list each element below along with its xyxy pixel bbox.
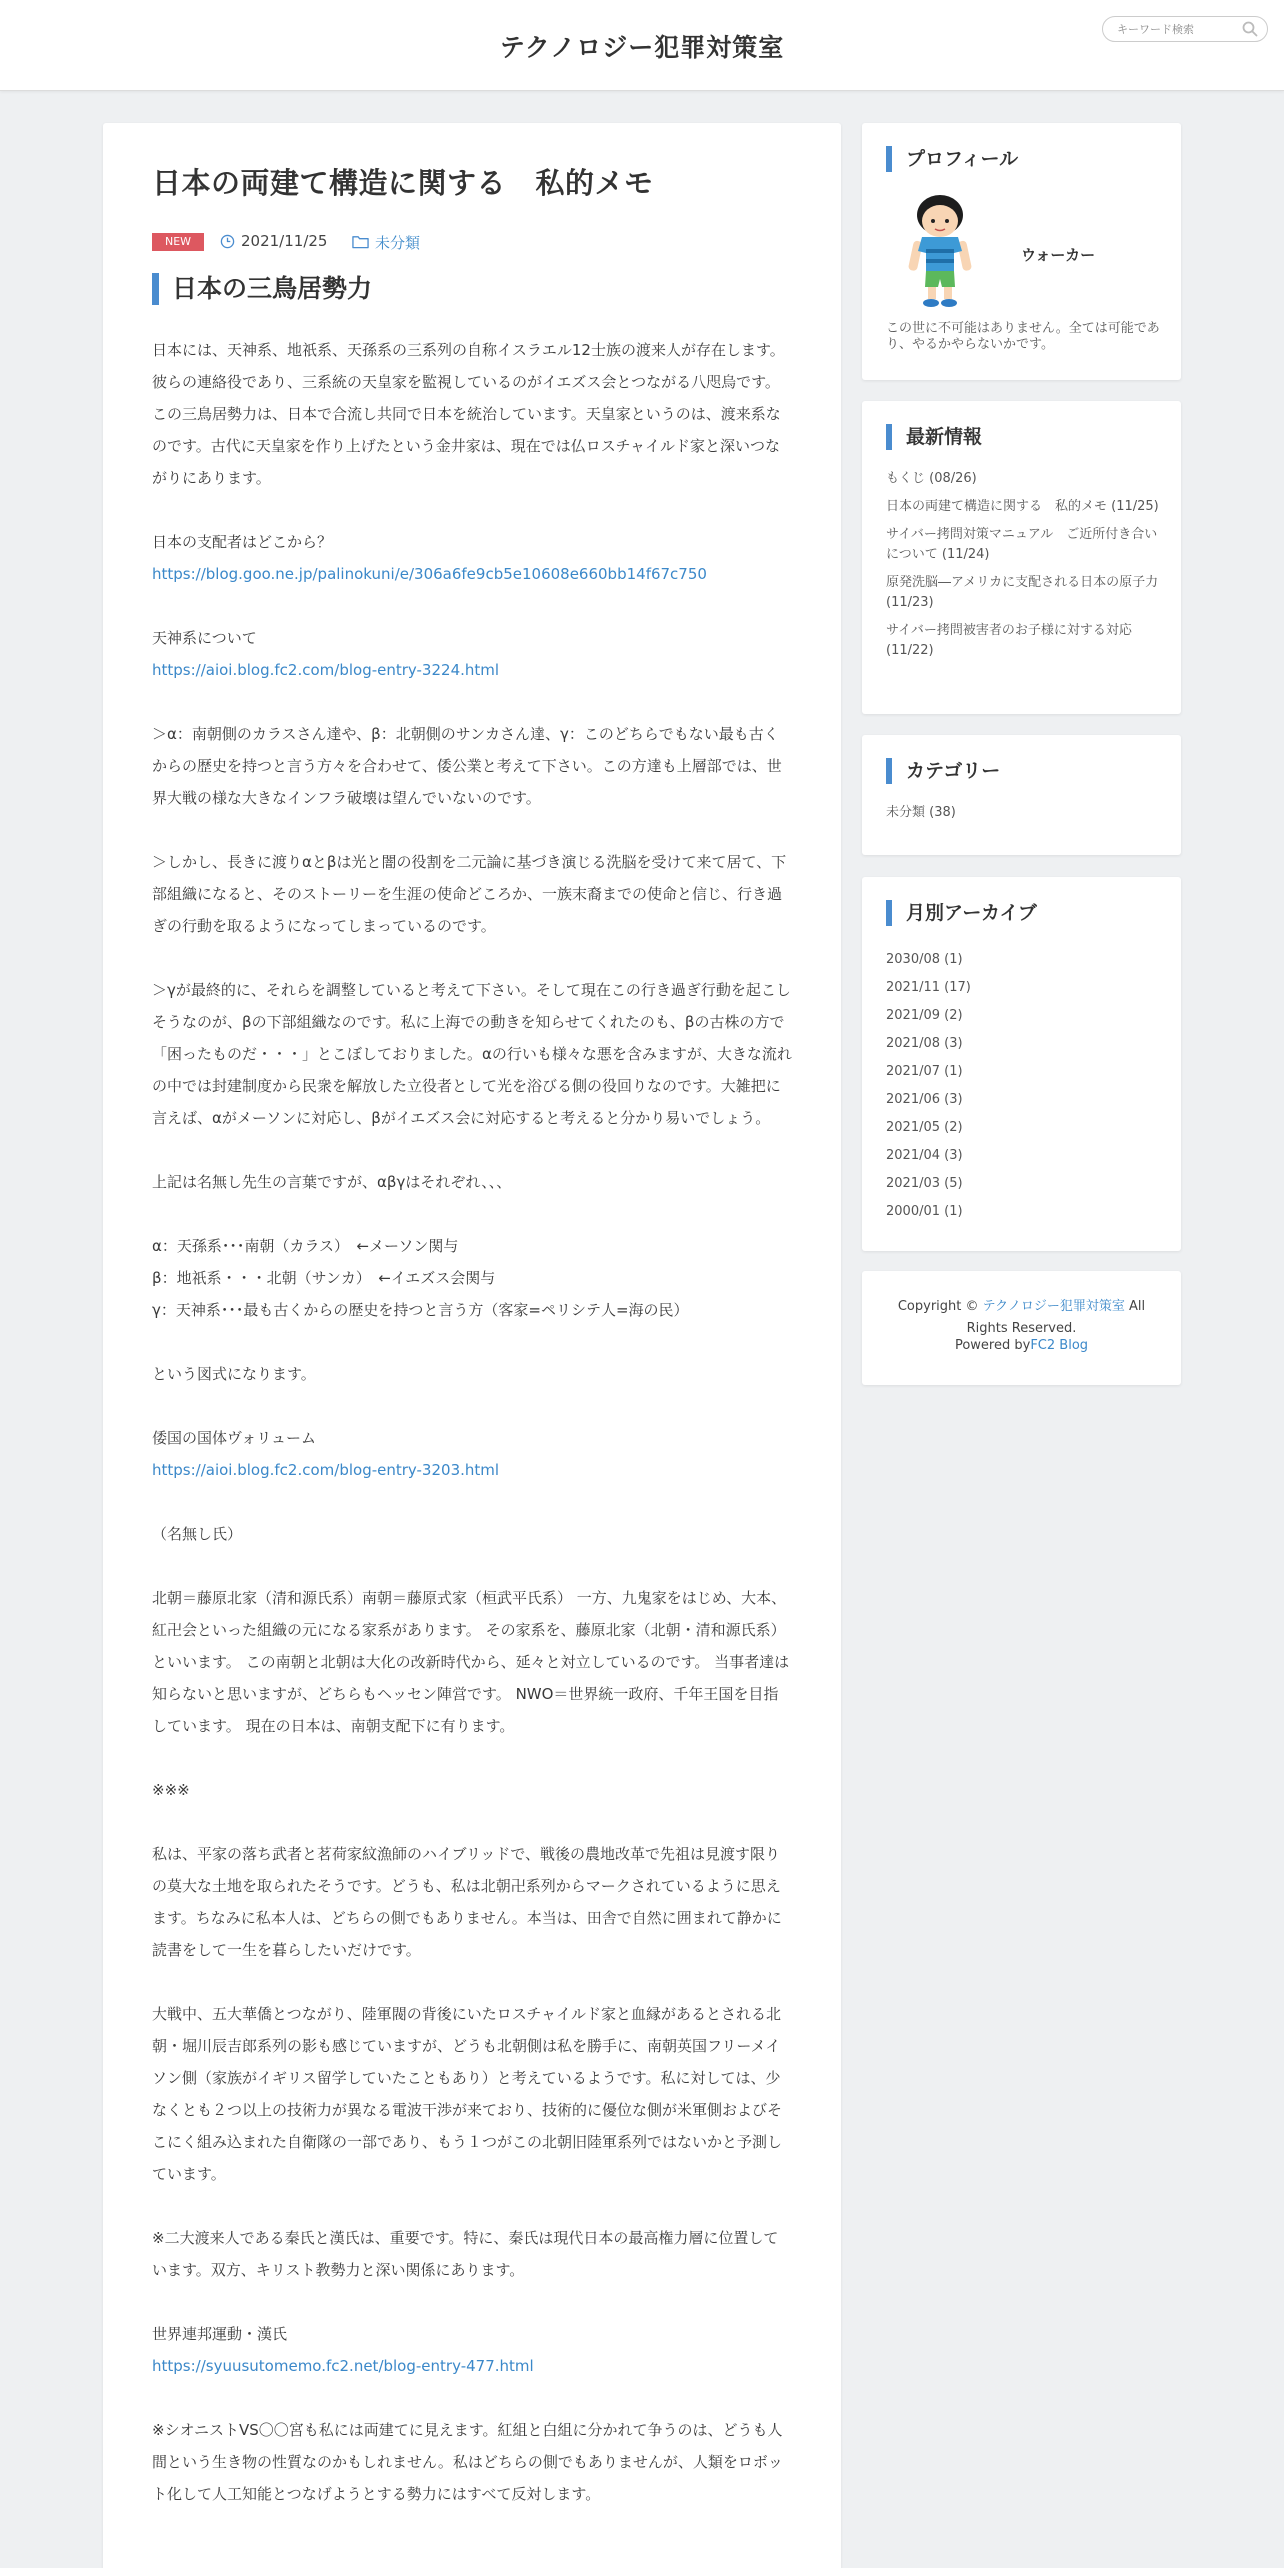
archive-widget xyxy=(862,877,1181,1251)
archive-item[interactable] xyxy=(886,1198,1166,1226)
reference-link[interactable]: https://blog.goo.ne.jp/palinokuni/e/306a6fe9cb5e10608e660bb14f67c750 xyxy=(152,565,707,583)
post-paragraph xyxy=(152,334,792,494)
paragraph-text: 大戦中、五大華僑とつながり、陸軍閥の背後にいたロスチャイルド家と血縁があるとされる北朝・堀川辰吉郎系列の影も感じていますが、どうも北朝側は私を勝手に、南朝英国フリーメイソン側（家族がイギリス留学していたこともあり）と考えているようです。私に対しては、少なくとも２つ以上の技術力が異なる電波干渉が来ており、技術的に優位な側が米軍側およびそこにく組み込まれた自衛隊の一部であり、もう１つがこの北朝旧陸軍系列ではないかと予測しています。 xyxy=(152,2005,783,2183)
profile-widget xyxy=(862,123,1181,380)
archive-item-link[interactable]: 2021/04 (3) xyxy=(886,1148,963,1163)
reference-link[interactable]: https://syuusutomemo.fc2.net/blog-entry-477.html xyxy=(152,2357,534,2375)
post-paragraph xyxy=(152,2318,792,2382)
latest-post-item[interactable] xyxy=(886,469,1166,489)
copyright-site-link[interactable]: テクノロジー犯罪対策室 xyxy=(982,1299,1125,1314)
archive-item[interactable] xyxy=(886,1142,1166,1170)
archive-item-link[interactable]: 2021/07 (1) xyxy=(886,1064,963,1079)
widget-title: 最新情報 xyxy=(886,424,982,450)
avatar xyxy=(892,191,988,309)
paragraph-text: ＞しかし、長きに渡りαとβは光と闇の役割を二元論に基づき演じる洗脳を受けて来て居て、下部組織になると、そのストーリーを生涯の使命どころか、一族末裔までの使命と信じ、行き過ぎの行動を取るようになってしまっているのです。 xyxy=(152,853,787,935)
post-paragraph xyxy=(152,2414,792,2510)
paragraph-text: ※二大渡来人である秦氏と漢氏は、重要です。特に、秦氏は現代日本の最高権力層に位置しています。双方、キリスト教勢力と深い関係にあります。 xyxy=(152,2229,779,2279)
archive-item-link[interactable]: 2021/08 (3) xyxy=(886,1036,963,1051)
post-paragraph xyxy=(152,718,792,814)
post-date: 2021/11/25 xyxy=(241,232,328,250)
post-paragraph xyxy=(152,526,792,590)
archive-item[interactable] xyxy=(886,1170,1166,1198)
copyright-prefix: Copyright © xyxy=(897,1299,979,1314)
post-paragraph xyxy=(152,1998,792,2190)
post-paragraph xyxy=(152,1358,792,1390)
post-paragraph xyxy=(152,1582,792,1742)
paragraph-text: ＞α：南朝側のカラスさん達や、β：北朝側のサンカさん達、γ：このどちらでもない最も古くからの歴史を持つと言う方々を合わせて、倭公業と考えて下さい。この方達も上層部では、世界大戦の様な大きなインフラ破壊は望んでいないのです。 xyxy=(152,725,782,807)
paragraph-text: ※シオニストVS〇〇宮も私には両建てに見えます。紅組と白組に分かれて争うのは、どうも人間という生き物の性質なのかもしれません。私はどちらの側でもありませんが、人類をロボット化して人工知能とつなげようとする勢力にはすべて反対します。 xyxy=(152,2421,783,2503)
latest-post-item-link[interactable]: サイバー拷問対策マニュアル ご近所付き合いについて (11/24) xyxy=(886,527,1158,562)
category-link[interactable]: 未分類 xyxy=(375,234,421,252)
powered-prefix: Powered by xyxy=(954,1338,1031,1353)
paragraph-text: （名無し氏） xyxy=(152,1525,243,1543)
profile-name: ウォーカー xyxy=(1021,246,1096,264)
reference-link[interactable]: https://aioi.blog.fc2.com/blog-entry-3224.html xyxy=(152,661,500,679)
latest-post-item[interactable] xyxy=(886,621,1166,661)
post-paragraph xyxy=(152,1230,792,1326)
category-item[interactable] xyxy=(886,803,1166,823)
post-paragraph xyxy=(152,974,792,1134)
folder-icon xyxy=(352,234,369,249)
archive-item-link[interactable]: 2021/05 (2) xyxy=(886,1120,963,1135)
archive-item[interactable] xyxy=(886,1114,1166,1142)
reference-link[interactable]: https://aioi.blog.fc2.com/blog-entry-3203.html xyxy=(152,1461,500,1479)
section-heading: 日本の三鳥居勢力 xyxy=(152,273,802,305)
post-title: 日本の両建て構造に関する 私的メモ xyxy=(152,166,654,200)
paragraph-text: という図式になります。 xyxy=(152,1365,316,1383)
archive-list xyxy=(886,946,1166,1226)
article-card xyxy=(103,123,841,2568)
latest-post-item-link[interactable]: サイバー拷問被害者のお子様に対する対応 (11/22) xyxy=(886,623,1132,658)
latest-posts-list xyxy=(886,469,1185,669)
search-box[interactable] xyxy=(1102,16,1268,42)
latest-post-item-link[interactable]: もくじ (08/26) xyxy=(886,471,977,486)
new-badge: NEW xyxy=(152,233,204,251)
paragraph-text: 上記は名無し先生の言葉ですが、αβγはそれぞれ、、、 xyxy=(152,1173,512,1191)
post-paragraph xyxy=(152,846,792,942)
archive-item-link[interactable]: 2000/01 (1) xyxy=(886,1204,963,1219)
latest-post-item[interactable] xyxy=(886,525,1166,565)
paragraph-text: ＞γが最終的に、それらを調整していると考えて下さい。そして現在この行き過ぎ行動を起こしそうなのが、βの下部組織なのです。私に上海での動きを知らせてくれたのも、βの古株の方で「困ったものだ・・・」とこぼしておりました。αの行いも様々な悪を含みますが、大きな流れの中では封建制度から民衆を解放した立役者として光を浴びる側の役回りなのです。大雑把に言えば、αがメーソンに対応し、βがイエズス会に対応すると考えると分かり易いでしょう。 xyxy=(152,981,792,1127)
search-icon[interactable] xyxy=(1241,20,1259,38)
post-paragraph xyxy=(152,1774,792,1806)
paragraph-text: 世界連邦運動・漢氏 xyxy=(152,2325,288,2343)
paragraph-text: 日本の支配者はどこから？ xyxy=(152,533,333,551)
paragraph-text: 私は、平家の落ち武者と茗荷家紋漁師のハイブリッドで、戦後の農地改革で先祖は見渡す限りの莫大な土地を取られたそうです。どうも、私は北朝卍系列からマークされているように思えます。ちなみに私本人は、どちらの側でもありません。本当は、田舎で自然に囲まれて静かに読書をして一生を暮らしたいだけです。 xyxy=(152,1845,782,1959)
post-paragraph xyxy=(152,1838,792,1966)
site-title[interactable]: テクノロジー犯罪対策室 xyxy=(499,33,785,62)
latest-post-item[interactable] xyxy=(886,497,1166,517)
archive-item[interactable] xyxy=(886,1058,1166,1086)
archive-item-link[interactable]: 2021/03 (5) xyxy=(886,1176,963,1191)
paragraph-text: 天神系について xyxy=(152,629,257,647)
paragraph-text: 日本には、天神系、地祇系、天孫系の三系列の自称イスラエル12士族の渡来人が存在します。彼らの連絡役であり、三系統の天皇家を監視しているのがイエズス会とつながる八咫烏です。この三鳥居勢力は、日本で合流し共同で日本を統治しています。天皇家というのは、渡来系なのです。古代に天皇家を作り上げたという金井家は、現在では仏ロスチャイルド家と深いつながりにあります。 xyxy=(152,341,785,487)
widget-title: プロフィール xyxy=(886,146,1018,172)
latest-posts-widget xyxy=(862,401,1185,714)
latest-post-item-link[interactable]: 原発洗脳―アメリカに支配される日本の原子力 (11/23) xyxy=(886,575,1185,610)
paragraph-line: β：地祇系・・・北朝（サンカ） ←イエズス会関与 xyxy=(152,1269,496,1287)
clock-icon xyxy=(220,234,235,249)
archive-item[interactable] xyxy=(886,974,1166,1002)
post-paragraph xyxy=(152,1422,792,1486)
widget-title: 月別アーカイブ xyxy=(886,900,1037,926)
paragraph-text: ※※※ xyxy=(152,1781,190,1799)
post-paragraph xyxy=(152,1518,792,1550)
archive-item[interactable] xyxy=(886,946,1166,974)
archive-item[interactable] xyxy=(886,1086,1166,1114)
post-paragraph xyxy=(152,622,792,686)
archive-item-link[interactable]: 2021/09 (2) xyxy=(886,1008,963,1023)
powered-by xyxy=(862,1338,1181,1353)
category-list xyxy=(886,803,1166,823)
latest-post-item-link[interactable]: 日本の両建て構造に関する 私的メモ (11/25) xyxy=(886,499,1159,514)
paragraph-text: 北朝＝藤原北家（清和源氏系）南朝＝藤原式家（桓武平氏系） 一方、九鬼家をはじめ、大本、紅卍会といった組織の元になる家系があります。 その家系を、藤原北家（北朝・清和源氏系）といいます。 この南朝と北朝は大化の改新時代から、延々と対立しているのです。 当事者達は知らないと思いますが、どちらもヘッセン陣営です。 NWO＝世界統一政府、千年王国を目指しています。 現在の日本は、南朝支配下に有ります。 xyxy=(152,1589,790,1735)
paragraph-line: γ：天神系･･･最も古くからの歴史を持つと言う方（客家=ペリシテ人=海の民） xyxy=(152,1301,689,1319)
post-paragraph xyxy=(152,2222,792,2286)
copyright-rights: All Rights Reserved. xyxy=(966,1299,1146,1336)
archive-item-link[interactable]: 2021/11 (17) xyxy=(886,980,971,995)
paragraph-line: α：天孫系･･･南朝（カラス） ←メーソン関与 xyxy=(152,1237,459,1255)
post-paragraph xyxy=(152,1166,792,1198)
fc2-blog-link[interactable]: FC2 Blog xyxy=(1030,1338,1089,1353)
category-item-link[interactable]: 未分類 (38) xyxy=(886,805,956,820)
archive-item[interactable] xyxy=(886,1030,1166,1058)
copyright-widget xyxy=(862,1271,1181,1385)
latest-post-item[interactable] xyxy=(886,573,1185,613)
search-input[interactable] xyxy=(1117,20,1237,38)
archive-item[interactable] xyxy=(886,1002,1166,1030)
post-body xyxy=(152,334,792,2542)
post-meta xyxy=(152,230,802,252)
archive-item-link[interactable]: 2021/06 (3) xyxy=(886,1092,963,1107)
copyright-text xyxy=(877,1296,1166,1340)
widget-title: カテゴリー xyxy=(886,758,1000,784)
categories-widget xyxy=(862,735,1181,855)
archive-item-link[interactable]: 2030/08 (1) xyxy=(886,952,963,967)
site-header xyxy=(0,0,1284,91)
paragraph-text: 倭国の国体ヴォリューム xyxy=(152,1429,316,1447)
profile-description: この世に不可能はありません。全ては可能であり、やるかやらないかです。 xyxy=(886,321,1160,352)
